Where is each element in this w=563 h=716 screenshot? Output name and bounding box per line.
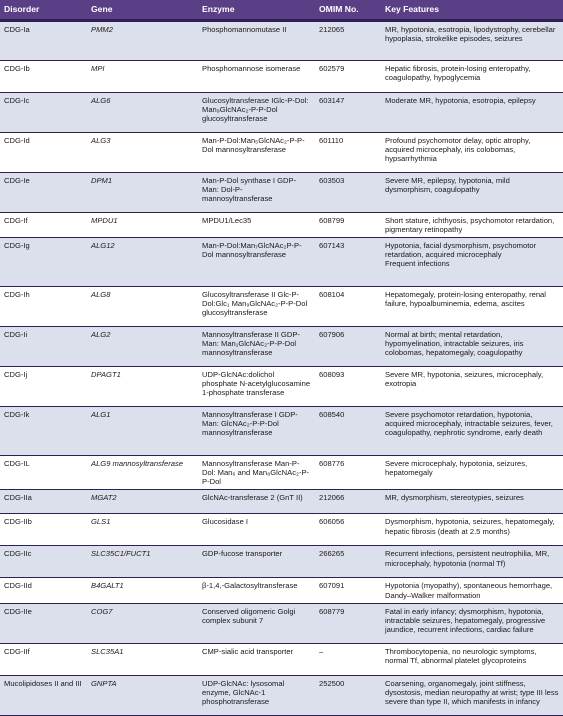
header-enzyme: Enzyme — [198, 0, 315, 21]
table-row — [0, 490, 563, 514]
cell-key-features: Fatal in early infancy; dysmorphism, hypotonia, intractable seizures, hepatomegaly, progressive jaundice, recurrent infections, cardiac failure — [381, 603, 563, 643]
cell-key-features: Thrombocytopenia, no neurologic symptoms, normal Tf, abnormal platelet glycoproteins — [381, 643, 563, 675]
cell-disorder: CDG-Ic — [0, 93, 87, 133]
table-row — [0, 643, 563, 675]
cell-omim: 607091 — [315, 578, 381, 603]
cell-enzyme: Mannosyltransferase II GDP-Man: Man₁GlcNAc₂-P-P-Dol mannosyltransferase — [198, 327, 315, 367]
cell-gene: DPAGT1 — [87, 367, 198, 407]
table-row — [0, 287, 563, 327]
cell-disorder: CDG-IIa — [0, 490, 87, 514]
cell-gene: MPDU1 — [87, 213, 198, 238]
cell-enzyme: β-1,4,-Galactosyltransferase — [198, 578, 315, 603]
cell-gene: DPM1 — [87, 173, 198, 213]
cell-key-features: Severe MR, hypotonia, seizures, microcephaly, exotropia — [381, 367, 563, 407]
cell-enzyme: Phosphomannomutase II — [198, 21, 315, 61]
cell-omim: 608776 — [315, 456, 381, 490]
cell-disorder: CDG-Ia — [0, 21, 87, 61]
cell-enzyme: Mannosyltransferase I GDP-Man: GlcNAc₂-P-P-Dol mannosyltransferase — [198, 407, 315, 456]
table-row — [0, 578, 563, 603]
cell-enzyme: UDP-GlcNAc: lysosomal enzyme, GlcNAc-1 phosphotransferase — [198, 675, 315, 715]
cell-key-features: Severe microcephaly, hypotonia, seizures, hepatomegaly — [381, 456, 563, 490]
cell-gene: GLS1 — [87, 514, 198, 546]
table-row — [0, 238, 563, 287]
cell-enzyme: CMP-sialic acid transporter — [198, 643, 315, 675]
cell-omim: 607906 — [315, 327, 381, 367]
cell-disorder: CDG-IL — [0, 456, 87, 490]
cell-omim: 608779 — [315, 603, 381, 643]
cell-omim: – — [315, 643, 381, 675]
cell-gene: ALG1 — [87, 407, 198, 456]
cell-key-features: Hypotonia (myopathy), spontaneous hemorrhage, Dandy–Walker malformation — [381, 578, 563, 603]
cell-omim: 607143 — [315, 238, 381, 287]
cell-omim: 602579 — [315, 61, 381, 93]
cell-disorder: CDG-Id — [0, 133, 87, 173]
table-row — [0, 93, 563, 133]
table-row — [0, 327, 563, 367]
cell-omim: 608104 — [315, 287, 381, 327]
table-header — [0, 0, 563, 21]
cell-disorder: CDG-IIb — [0, 514, 87, 546]
cell-enzyme: Man-P-Dol:Man₅GlcNAc₂-P-P-Dol mannosyltransferase — [198, 133, 315, 173]
cell-gene: B4GALT1 — [87, 578, 198, 603]
cell-disorder: Mucolipidoses II and III — [0, 675, 87, 715]
header-omim: OMIM No. — [315, 0, 381, 21]
cell-key-features: Recurrent infections, persistent neutrophilia, MR, microcephaly, hypotonia (normal Tf) — [381, 546, 563, 578]
cell-omim: 601110 — [315, 133, 381, 173]
cell-omim: 606056 — [315, 514, 381, 546]
table-row — [0, 514, 563, 546]
cell-key-features: Hepatic fibrosis, protein-losing enteropathy, coagulopathy, hypoglycemia — [381, 61, 563, 93]
table-row — [0, 367, 563, 407]
table-row — [0, 546, 563, 578]
table-row — [0, 21, 563, 61]
cell-gene: ALG12 — [87, 238, 198, 287]
cell-gene: ALG9 mannosyltransferase — [87, 456, 198, 490]
cell-key-features: Dysmorphism, hypotonia, seizures, hepatomegaly, hepatic fibrosis (death at 2.5 months) — [381, 514, 563, 546]
cell-enzyme: Man-P-Dol:Man₇GlcNAc₂P-P-Dol mannosyltransferase — [198, 238, 315, 287]
table-row — [0, 456, 563, 490]
cell-omim: 608093 — [315, 367, 381, 407]
header-disorder: Disorder — [0, 0, 87, 21]
cell-disorder: CDG-Ik — [0, 407, 87, 456]
table-row — [0, 603, 563, 643]
cell-key-features: Profound psychomotor delay, optic atrophy, acquired microcephaly, iris colobomas, hypsarrhythmia — [381, 133, 563, 173]
cell-enzyme: MPDU1/Lec35 — [198, 213, 315, 238]
table-row — [0, 133, 563, 173]
table-row — [0, 675, 563, 715]
cell-key-features: MR, hypotonia, esotropia, lipodystrophy, cerebellar hypoplasia, strokelike episodes, seizures — [381, 21, 563, 61]
cell-omim: 266265 — [315, 546, 381, 578]
cell-gene: ALG3 — [87, 133, 198, 173]
cell-omim: 603503 — [315, 173, 381, 213]
table-row — [0, 213, 563, 238]
cell-gene: COG7 — [87, 603, 198, 643]
cell-gene: ALG2 — [87, 327, 198, 367]
cell-gene: SLC35C1/FUCT1 — [87, 546, 198, 578]
cell-key-features: Hepatomegaly, protein-losing enteropathy, renal failure, hypoalbuminemia, edema, ascites — [381, 287, 563, 327]
cell-disorder: CDG-IIf — [0, 643, 87, 675]
cell-disorder: CDG-Ig — [0, 238, 87, 287]
cell-disorder: CDG-Ij — [0, 367, 87, 407]
cell-omim: 212066 — [315, 490, 381, 514]
cell-key-features: Short stature, ichthyosis, psychomotor retardation, pigmentary retinopathy — [381, 213, 563, 238]
cell-omim: 212065 — [315, 21, 381, 61]
table-body — [0, 21, 563, 716]
header-gene: Gene — [87, 0, 198, 21]
cell-key-features: Moderate MR, hypotonia, esotropia, epilepsy — [381, 93, 563, 133]
cell-disorder: CDG-If — [0, 213, 87, 238]
cell-omim: 603147 — [315, 93, 381, 133]
table-row — [0, 61, 563, 93]
cell-enzyme: Phosphomannose isomerase — [198, 61, 315, 93]
cell-key-features: Severe MR, epilepsy, hypotonia, mild dysmorphism, coagulopathy — [381, 173, 563, 213]
cell-enzyme: Conserved oligomeric Golgi complex subunit 7 — [198, 603, 315, 643]
cell-omim: 252500 — [315, 675, 381, 715]
cell-gene: MGAT2 — [87, 490, 198, 514]
cell-gene: MPI — [87, 61, 198, 93]
cell-key-features: Normal at birth; mental retardation, hypomyelination, intractable seizures, iris colobomas, hepatomegaly, coagulopathy — [381, 327, 563, 367]
table-row — [0, 173, 563, 213]
cell-enzyme: Glucosyltransferase II Glc-P-Dol:Glc₁ Man₉GlcNAc₂-P-P-Dol glucosyltransferase — [198, 287, 315, 327]
cell-key-features: Severe psychomotor retardation, hypotonia, acquired microcephaly, intractable seizures, fever, coagulopathy, nephrotic syndrome, early death — [381, 407, 563, 456]
cell-key-features: Hypotonia, facial dysmorphism, psychomotor retardation, acquired microcephaly Frequent infections — [381, 238, 563, 287]
cell-enzyme: GlcNAc-transferase 2 (GnT II) — [198, 490, 315, 514]
cell-disorder: CDG-Ih — [0, 287, 87, 327]
cell-enzyme: Mannosyltransferase Man-P-Dol: Man₆ and Man₈GlcNAc₂-P-P-Dol — [198, 456, 315, 490]
cell-disorder: CDG-Ie — [0, 173, 87, 213]
cell-disorder: CDG-Ib — [0, 61, 87, 93]
cell-gene: ALG8 — [87, 287, 198, 327]
cell-enzyme: GDP-fucose transporter — [198, 546, 315, 578]
cell-gene: ALG6 — [87, 93, 198, 133]
cell-gene: GNPTA — [87, 675, 198, 715]
cell-enzyme: UDP-GlcNAc:dolichol phosphate N-acetylglucosamine 1-phosphate transferase — [198, 367, 315, 407]
cell-gene: PMM2 — [87, 21, 198, 61]
cell-enzyme: Glucosyltransferase IGlc-P-Dol: Man₉GlcNAc₂-P-P-Dol glucosyltransferase — [198, 93, 315, 133]
header-key-features: Key Features — [381, 0, 563, 21]
cell-key-features: Coarsening, organomegaly, joint stiffness, dysostosis, median neuropathy at wrist; type III less severe than type II, which manifests in infancy — [381, 675, 563, 715]
cell-omim: 608799 — [315, 213, 381, 238]
cell-disorder: CDG-Ii — [0, 327, 87, 367]
cell-gene: SLC35A1 — [87, 643, 198, 675]
table-row — [0, 407, 563, 456]
cell-enzyme: Glucosidase I — [198, 514, 315, 546]
header-row — [0, 0, 563, 21]
cell-enzyme: Man-P-Dol synthase I GDP-Man: Dol-P-mannosyltransferase — [198, 173, 315, 213]
cell-key-features: MR, dysmorphism, stereotypies, seizures — [381, 490, 563, 514]
cell-disorder: CDG-IId — [0, 578, 87, 603]
cell-omim: 608540 — [315, 407, 381, 456]
cell-disorder: CDG-IIe — [0, 603, 87, 643]
cell-disorder: CDG-IIc — [0, 546, 87, 578]
